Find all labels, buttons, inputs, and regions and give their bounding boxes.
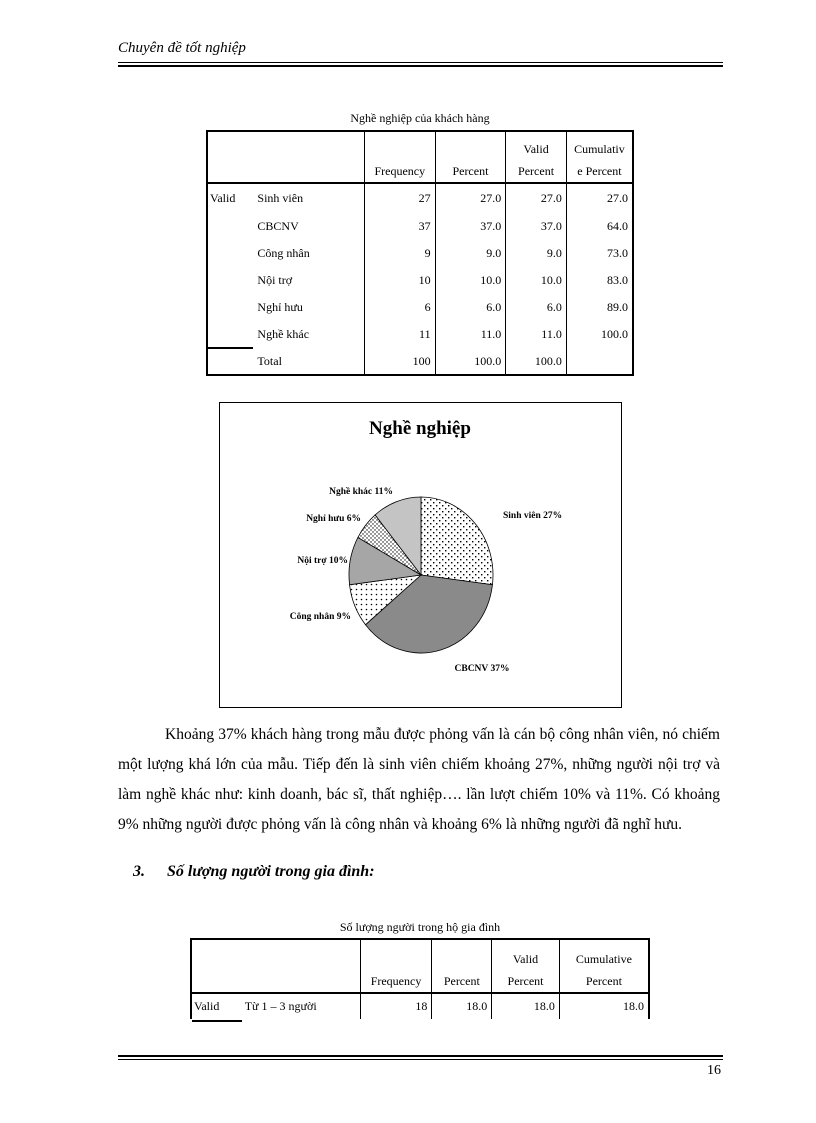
pie-data-label: Công nhân 9% bbox=[289, 612, 351, 622]
table1 bbox=[206, 130, 634, 376]
table1-cell-freq: 10 bbox=[364, 267, 435, 294]
table1-cell-label: Công nhân bbox=[253, 240, 364, 267]
table1-cell-label: Sinh viên bbox=[253, 183, 364, 213]
pie-data-label: Nghề khác 11% bbox=[329, 487, 393, 497]
table1-cell-pct: 37.0 bbox=[435, 213, 506, 240]
table1-cell-valid: 10.0 bbox=[506, 267, 567, 294]
table-row bbox=[207, 213, 633, 240]
table2 bbox=[190, 938, 650, 1019]
section-heading bbox=[133, 863, 375, 881]
table-row bbox=[207, 321, 633, 348]
table1-cell-group bbox=[207, 348, 253, 375]
table1-cell-valid: 27.0 bbox=[506, 183, 567, 213]
table1-cell-valid: 9.0 bbox=[506, 240, 567, 267]
table1-header-cumulative: Cumulativ e Percent bbox=[574, 142, 625, 178]
chart-title: Nghề nghiệp bbox=[369, 418, 471, 439]
section-number: 3. bbox=[133, 863, 145, 880]
table2-cell-percent: 18.0 bbox=[432, 993, 492, 1019]
table2-caption: Số lượng người trong hộ gia đình bbox=[339, 920, 501, 934]
table2-header-frequency: Frequency bbox=[360, 939, 432, 993]
page-number: 16 bbox=[707, 1063, 721, 1078]
table1-cell-valid: 100.0 bbox=[506, 348, 567, 375]
table2-cell-cumulative: 18.0 bbox=[623, 999, 644, 1013]
table1-cell-label: Total bbox=[253, 348, 364, 375]
table-row bbox=[207, 294, 633, 321]
footer-rule-bottom bbox=[118, 1059, 723, 1060]
table1-cell-group: Valid bbox=[210, 191, 236, 205]
header-rule-top bbox=[118, 62, 723, 63]
table1-cell-cum: 89.0 bbox=[607, 300, 628, 314]
pie-data-label: Nội trợ 10% bbox=[297, 556, 348, 566]
table1-cell-cum bbox=[566, 348, 633, 375]
table1-header-valid-percent: Valid Percent bbox=[506, 131, 567, 183]
table2-label-underline bbox=[192, 1020, 242, 1022]
table1-cell-label: Nghỉ hưu bbox=[253, 294, 364, 321]
table1-cell-label: Nội trợ bbox=[253, 267, 364, 294]
table1-caption: Nghề nghiệp của khách hàng bbox=[350, 111, 490, 125]
table1-cell-group bbox=[207, 213, 253, 240]
table1-cell-cum: 83.0 bbox=[607, 273, 628, 287]
table-row bbox=[207, 348, 633, 375]
analysis-paragraph: Khoảng 37% khách hàng trong mẫu được phỏng vấn là cán bộ công nhân viên, nó chiếm một lượng khá lớn của mẫu. Tiếp đến là sinh viên chiếm khoảng 27%, những người nội trợ và làm nghề khác như: kinh doanh, bác sĩ, thất nghiệp…. lần lượt chiếm 10% và 11%. Có khoảng 9% những người được phỏng vấn là công nhân và khoảng 6% là những người đã nghĩ hưu. bbox=[118, 726, 720, 833]
table-row bbox=[207, 267, 633, 294]
table1-cell-cum: 27.0 bbox=[607, 191, 628, 205]
pie-data-label: CBCNV 37% bbox=[454, 664, 510, 674]
pie-slice-sinh-viên bbox=[421, 497, 493, 585]
table1-cell-freq: 11 bbox=[364, 321, 435, 348]
table1-cell-pct: 100.0 bbox=[435, 348, 506, 375]
table1-cell-cum: 73.0 bbox=[607, 246, 628, 260]
table1-cell-pct: 9.0 bbox=[435, 240, 506, 267]
table1-cell-freq: 37 bbox=[364, 213, 435, 240]
table-row bbox=[207, 183, 633, 213]
table1-header-percent: Percent bbox=[435, 131, 506, 183]
section-title: Số lượng người trong gia đình: bbox=[167, 863, 375, 880]
table2-header-valid-percent: Valid Percent bbox=[492, 939, 560, 993]
table2-header-percent: Percent bbox=[432, 939, 492, 993]
table1-cell-group bbox=[207, 294, 253, 321]
table2-cell-valid-percent: 18.0 bbox=[492, 993, 560, 1019]
table-row bbox=[191, 993, 649, 1019]
table1-cell-cum: 100.0 bbox=[601, 327, 628, 341]
table2-corner bbox=[191, 939, 360, 993]
pie-data-label: Nghỉ hưu 6% bbox=[306, 514, 361, 524]
header-rule-bottom bbox=[118, 65, 723, 67]
table1-header-frequency: Frequency bbox=[364, 131, 435, 183]
table1-cell-valid: 6.0 bbox=[506, 294, 567, 321]
table1-cell-valid: 11.0 bbox=[506, 321, 567, 348]
table1-cell-valid: 37.0 bbox=[506, 213, 567, 240]
pie-chart-frame bbox=[219, 402, 622, 708]
table2-cell-frequency: 18 bbox=[360, 993, 432, 1019]
table-row bbox=[207, 240, 633, 267]
table1-cell-freq: 100 bbox=[364, 348, 435, 375]
table2-row-label: Từ 1 – 3 người bbox=[241, 993, 360, 1019]
table1-cell-pct: 10.0 bbox=[435, 267, 506, 294]
table2-header-cumulative: Cumulative Percent bbox=[575, 952, 632, 988]
table1-cell-label: CBCNV bbox=[253, 213, 364, 240]
table1-cell-freq: 6 bbox=[364, 294, 435, 321]
table1-cell-group bbox=[207, 321, 253, 348]
table1-cell-label: Nghề khác bbox=[253, 321, 364, 348]
table1-cell-freq: 9 bbox=[364, 240, 435, 267]
table1-corner bbox=[207, 131, 364, 183]
pie-data-label: Sinh viên 27% bbox=[503, 511, 563, 521]
table1-cell-pct: 6.0 bbox=[435, 294, 506, 321]
document-header-title: Chuyên đề tốt nghiệp bbox=[118, 40, 246, 56]
pie-chart bbox=[220, 403, 621, 707]
table1-cell-pct: 11.0 bbox=[435, 321, 506, 348]
table1-cell-group bbox=[207, 240, 253, 267]
footer-rule-top bbox=[118, 1055, 723, 1057]
table1-cell-freq: 27 bbox=[364, 183, 435, 213]
table1-cell-cum: 64.0 bbox=[607, 219, 628, 233]
table2-group-label: Valid bbox=[194, 999, 220, 1013]
table1-cell-group bbox=[207, 267, 253, 294]
table1-cell-pct: 27.0 bbox=[435, 183, 506, 213]
